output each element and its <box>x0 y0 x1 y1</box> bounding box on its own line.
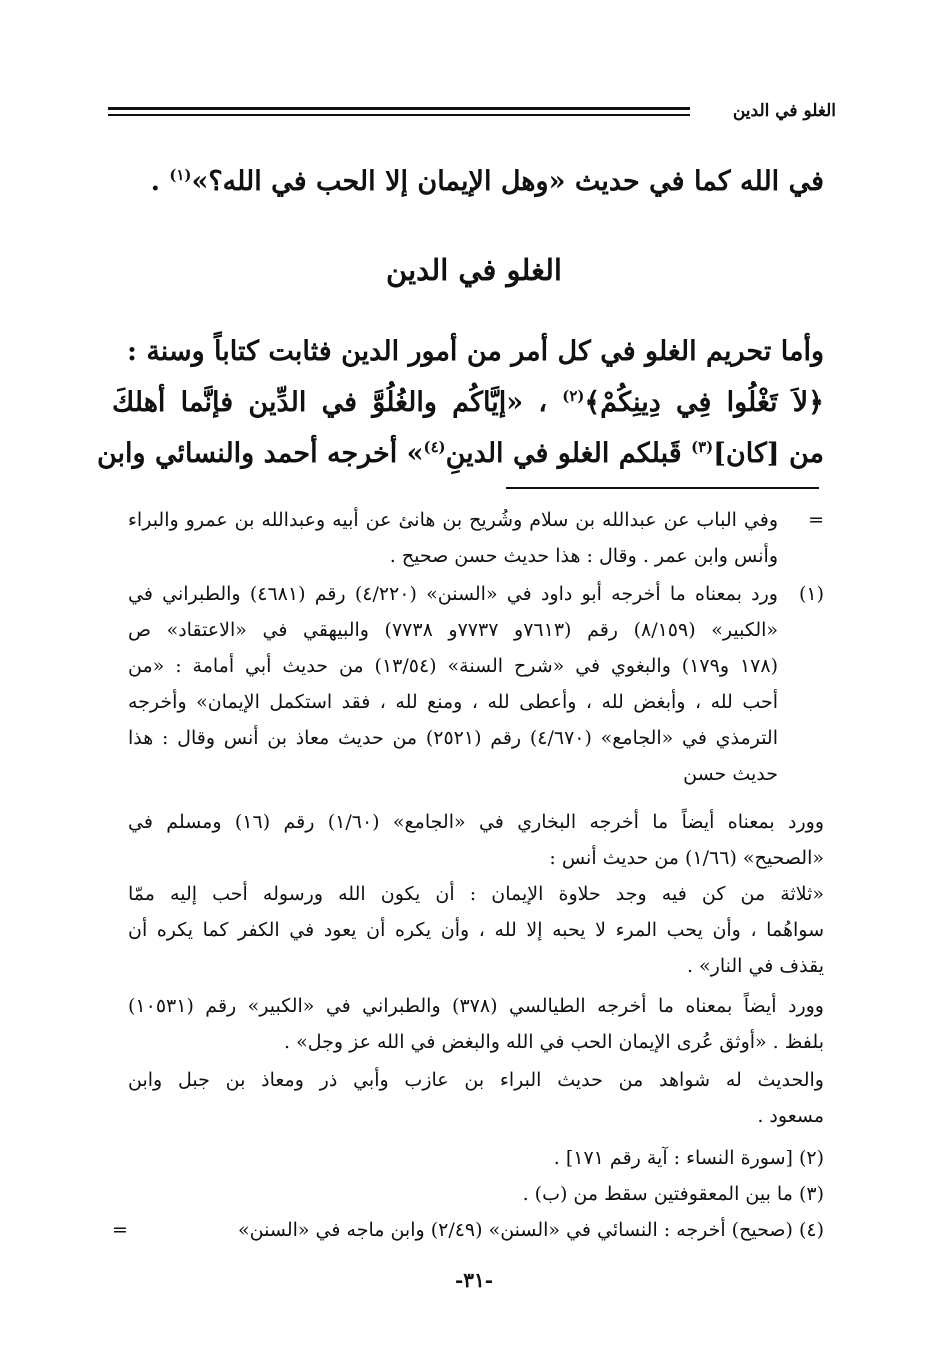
footnote-continuation-line: وأنس وابن عمر . وقال : هذا حديث حسن صحيح . <box>389 545 778 567</box>
footnote-1-line: سواهُما ، وأن يحب المرء لا يحبه إلا لله ، وأن يكره أن يعود في الكفر كما يكره أن <box>128 919 824 941</box>
paragraph-line-3 <box>96 434 824 474</box>
footnote-2: (٢) [سورة النساء : آية رقم ١٧١] . <box>553 1147 824 1169</box>
footnote-1-line: «الكبير» (٨/١٥٩) رقم (٧٦١٣و ٧٧٣٧و ٧٧٣٨) والبيهقي في «الاعتقاد» ص <box>128 619 779 641</box>
footnote-1-line: (١٧٨ و١٧٩) والبغوي في «شرح السنة» (١٣/٥٤) من حديث أبي أمامة : «من <box>128 655 778 677</box>
section-title: الغلو في الدين <box>386 253 562 287</box>
footnote-1-line: «الصحيح» (١/٦٦) من حديث أنس : <box>549 847 824 869</box>
footnote-1-line: حديث حسن <box>683 763 778 785</box>
paragraph-line-3-a: من [كان] <box>713 438 824 469</box>
footnote-1-line: يقذف في النار» . <box>686 955 824 977</box>
footnote-ref-3: (٣) <box>691 438 714 456</box>
paragraph-line-2 <box>112 383 824 423</box>
paragraph-line-2-rest: ، «إيَّاكُم والغُلُوَّ في الدِّين فإنَّما أهلكَ <box>112 387 548 418</box>
paragraph-line-3-b: قَبلكم الغلو في الدينِ <box>445 438 682 469</box>
header-double-rule <box>108 107 690 118</box>
footnote-1-line: والحديث له شواهد من حديث البراء بن عازب وأبي ذر ومعاذ بن جبل وابن <box>128 1069 824 1091</box>
footnote-divider <box>506 487 819 489</box>
page-number: -٣١- <box>454 1268 494 1292</box>
footnote-4: (٤) (صحيح) أخرجه : النسائي في «السنن» (٢/٤٩) وابن ماجه في «السنن» <box>238 1219 824 1241</box>
footnote-1-line: ورد بمعناه ما أخرجه أبو داود في «السنن» (٤/٢٢٠) رقم (٤٦٨١) والطبراني في <box>128 583 778 605</box>
footnote-4-continuation-marker: = <box>112 1219 128 1241</box>
body-line-1-text: في الله كما في حديث «وهل الإيمان إلا الحب في الله؟» <box>191 166 824 197</box>
running-header-title: الغلو في الدين <box>732 101 836 121</box>
body-line-1-end: . <box>150 166 160 197</box>
footnote-ref-4: (٤) <box>423 438 446 456</box>
header-rule-thin <box>108 114 690 116</box>
footnote-1-marker: (١) <box>798 583 824 605</box>
header-rule-thick <box>108 107 690 110</box>
footnote-1-line: وورد أيضاً بمعناه ما أخرجه الطيالسي (٣٧٨) والطبراني في «الكبير» رقم (١٠٥٣١) <box>128 995 824 1017</box>
paragraph-line-3-c: » أخرجه أحمد والنسائي وابن <box>96 438 424 469</box>
footnote-ref-1: (١) <box>169 166 192 184</box>
footnote-continuation-marker: = <box>808 509 824 531</box>
footnote-1-line: أحب لله ، وأبغض لله ، وأعطى لله ، ومنع لله ، فقد استكمل الإيمان» وأخرجه <box>128 691 778 713</box>
footnote-3: (٣) ما بين المعقوفتين سقط من (ب) . <box>522 1183 824 1205</box>
footnote-1-line: «ثلاثة من كن فيه وجد حلاوة الإيمان : أن يكون الله ورسوله أحب إليه ممّا <box>128 883 824 905</box>
body-line-1 <box>112 162 824 202</box>
footnote-1-line: بلفظ . «أوثق عُرى الإيمان الحب في الله والبغض في الله عز وجل» . <box>284 1031 824 1053</box>
footnote-1-line: وورد بمعناه أيضاً ما أخرجه البخاري في «الجامع» (١/٦٠) رقم (١٦) ومسلم في <box>128 811 825 833</box>
footnote-1-line: الترمذي في «الجامع» (٤/٦٧٠) رقم (٢٥٢١) من حديث معاذ بن أنس وقال : هذا <box>128 727 778 749</box>
footnote-ref-2: (٢) <box>562 387 585 405</box>
quran-verse: ﴿لاَ تَغْلُوا فِي دِينِكُمْ﴾ <box>584 387 824 418</box>
footnote-continuation-line: وفي الباب عن عبدالله بن سلام وشُريح بن هانئ عن أبيه وعبدالله بن عمرو والبراء <box>128 509 778 531</box>
footnote-1-line: مسعود . <box>757 1105 824 1127</box>
paragraph-line-1: وأما تحريم الغلو في كل أمر من أمور الدين فثابت كتاباً وسنة : <box>126 336 824 367</box>
